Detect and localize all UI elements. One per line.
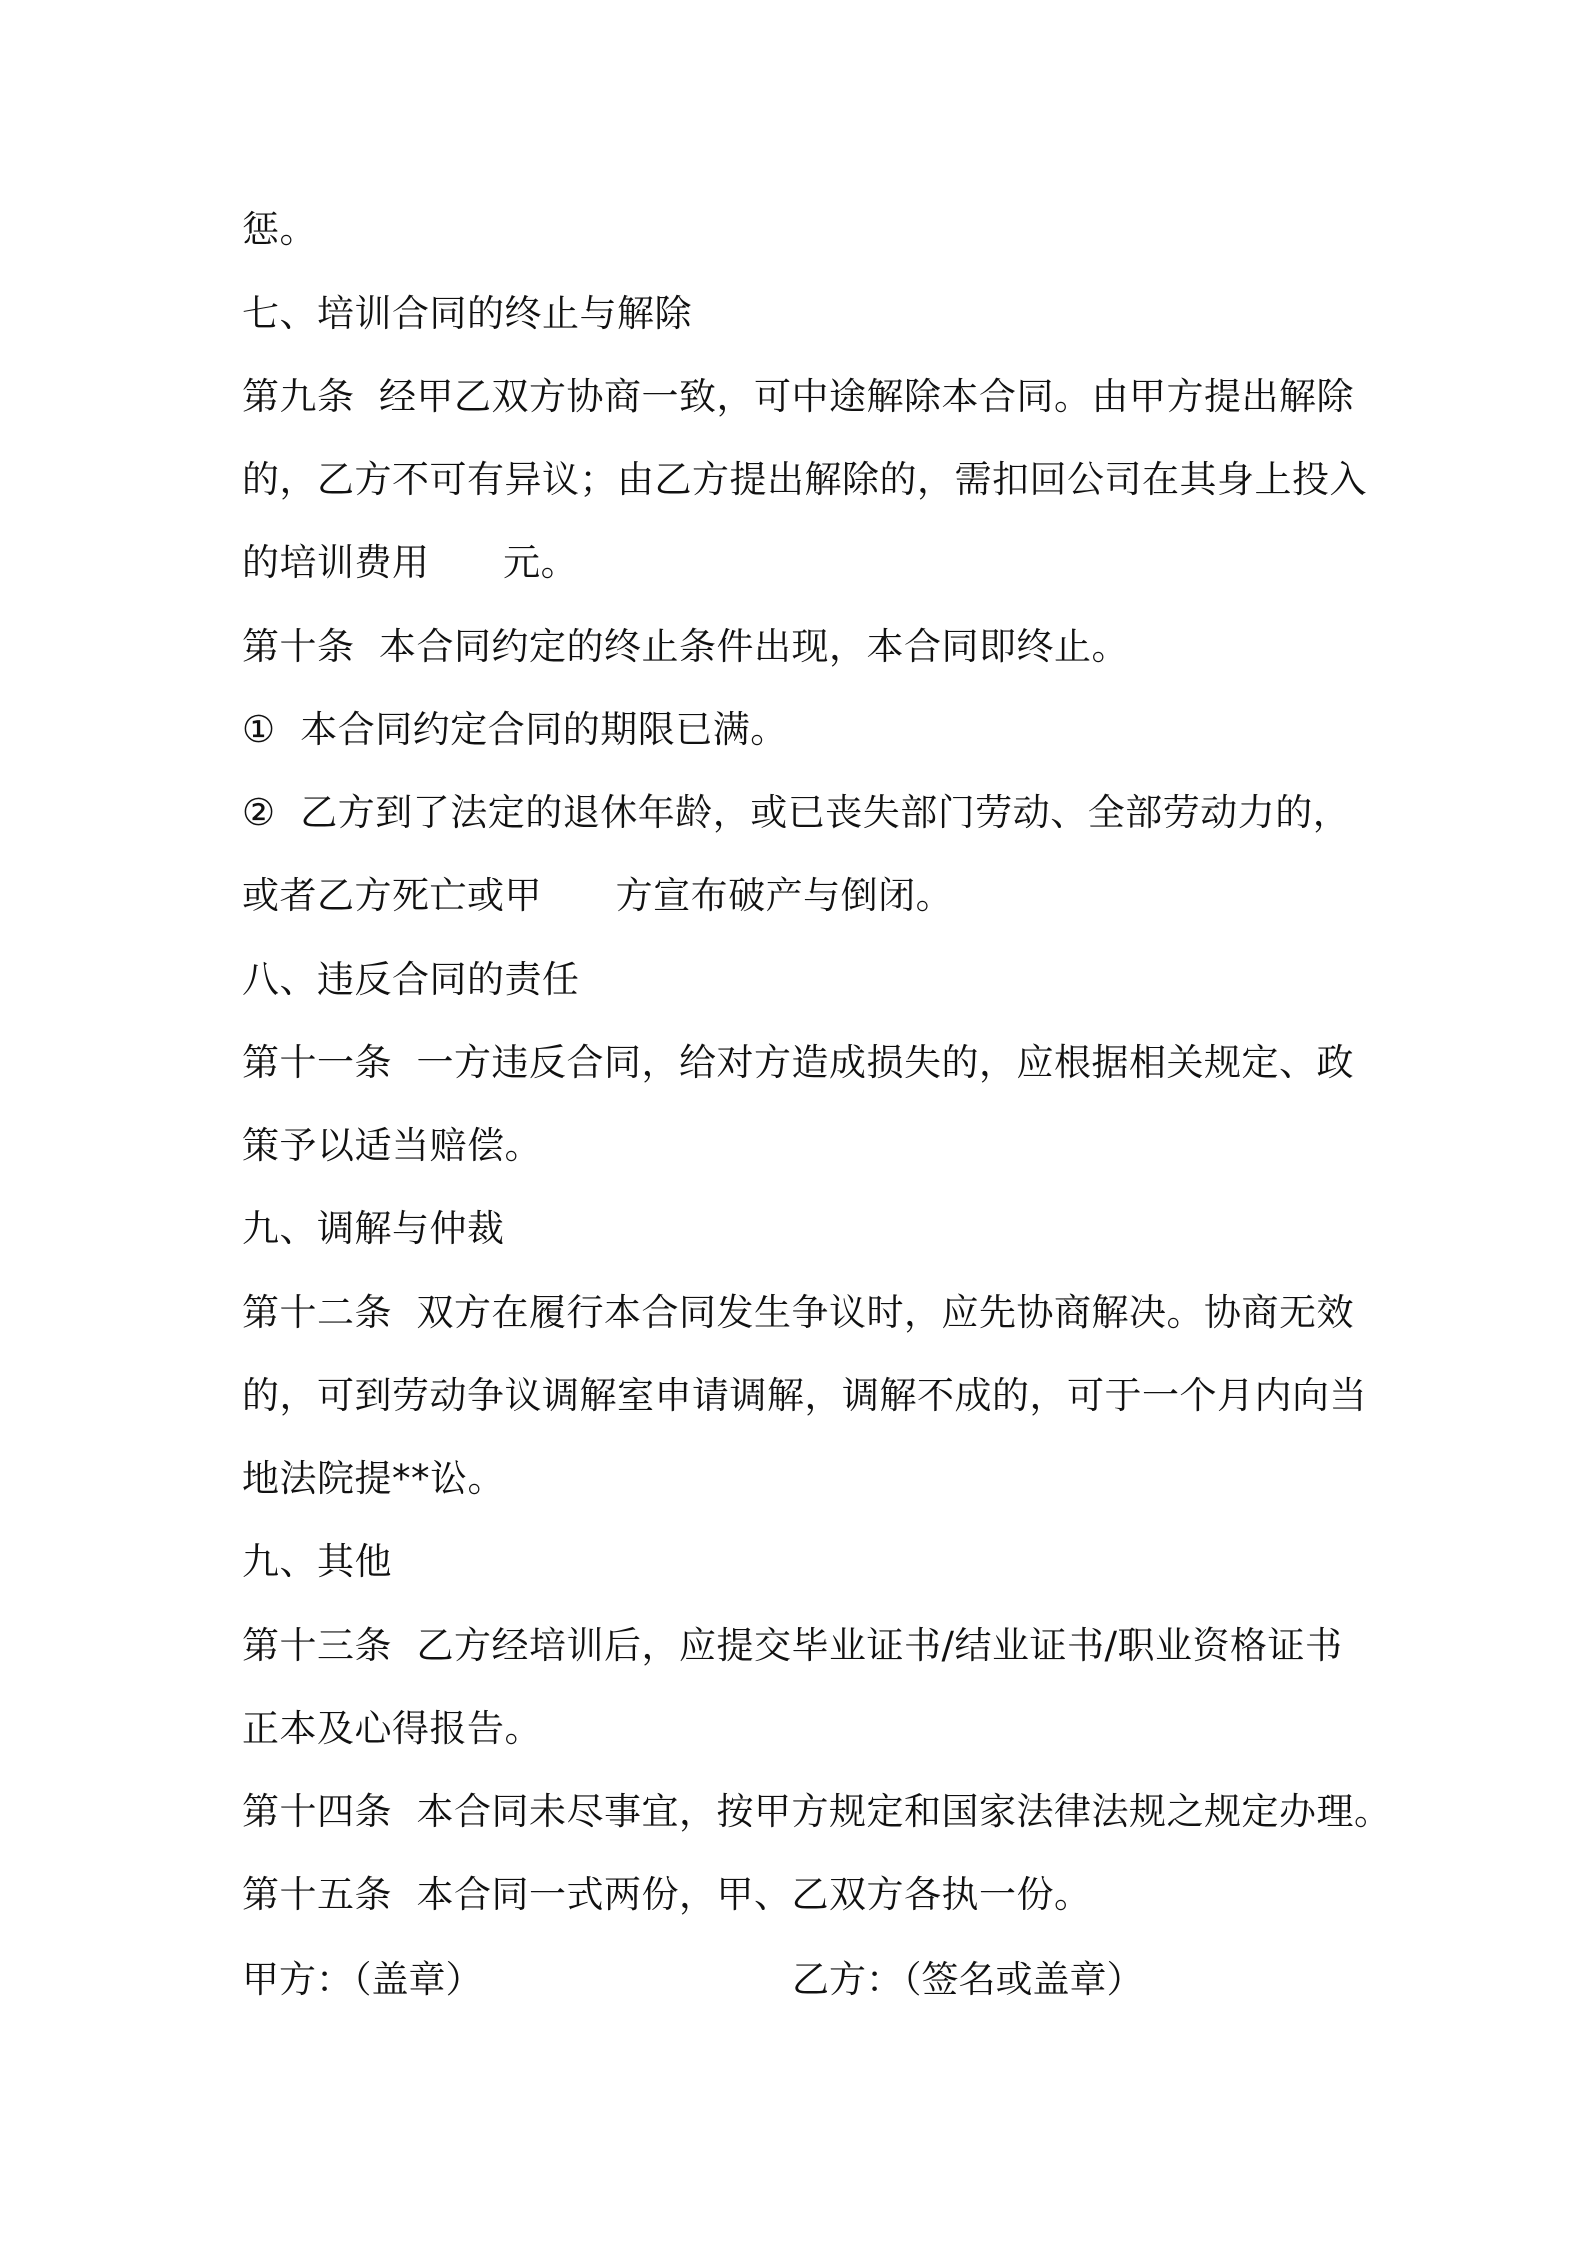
text-line: 正本及心得报告。	[242, 1707, 542, 1750]
text-line: 第十一条 一方违反合同，给对方造成损失的，应根据相关规定、政	[242, 1041, 1355, 1084]
text-line: 的，可到劳动争议调解室申请调解，调解不成的，可于一个月内向当	[242, 1374, 1367, 1417]
text-line: 的，乙方不可有异议；由乙方提出解除的，需扣回公司在其身上投入	[242, 458, 1367, 501]
text-line: 第十五条 本合同一式两份，甲、乙双方各执一份。	[242, 1873, 1092, 1916]
text-line: 第九条 经甲乙双方协商一致，可中途解除本合同。由甲方提出解除	[242, 375, 1355, 418]
text-line: 第十条 本合同约定的终止条件出现，本合同即终止。	[242, 625, 1130, 668]
text-line: 的培训费用 元。	[242, 541, 579, 584]
text-line: 地法院提**讼。	[242, 1457, 505, 1500]
section-heading: 七、培训合同的终止与解除	[242, 292, 692, 335]
text-line: 第十二条 双方在履行本合同发生争议时，应先协商解决。协商无效	[242, 1291, 1355, 1334]
section-heading: 九、其他	[242, 1540, 392, 1583]
party-b-signature: 乙方：（签名或盖章）	[792, 1958, 1144, 2001]
section-heading: 九、调解与仲裁	[242, 1207, 505, 1250]
text-line: 或者乙方死亡或甲 方宣布破产与倒闭。	[242, 874, 954, 917]
text-line: 第十三条 乙方经培训后，应提交毕业证书/结业证书/职业资格证书	[242, 1624, 1343, 1667]
text-line: 惩。	[242, 208, 317, 251]
text-line: 策予以适当赔偿。	[242, 1124, 542, 1167]
text-line: 第十四条 本合同未尽事宜，按甲方规定和国家法律法规之规定办理。	[242, 1790, 1392, 1833]
party-a-signature: 甲方：（盖章）	[242, 1958, 483, 2001]
list-item: ① 本合同约定合同的期限已满。	[242, 708, 788, 751]
list-item: ② 乙方到了法定的退休年龄，或已丧失部门劳动、全部劳动力的，	[242, 791, 1351, 834]
section-heading: 八、违反合同的责任	[242, 958, 580, 1001]
